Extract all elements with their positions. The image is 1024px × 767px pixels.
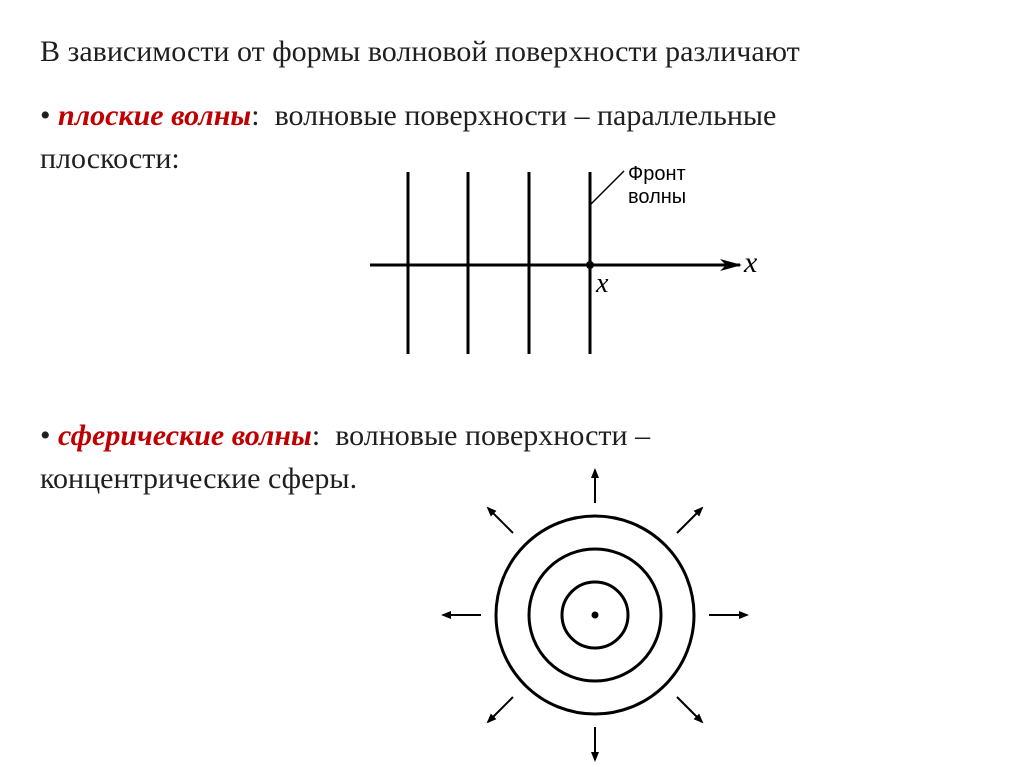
plane-waves-colon: : <box>251 99 260 132</box>
spherical-waves-colon: : <box>311 419 321 452</box>
arrow-down-right <box>677 697 702 722</box>
wave-front-label-line2: волны <box>628 186 687 208</box>
plane-waves-description: волновые поверхности – параллельные <box>274 99 777 132</box>
x-axis-label: x <box>744 246 758 279</box>
arrow-up-left <box>488 508 513 533</box>
bullet-marker: • <box>40 419 51 452</box>
spherical-waves-description: волновые поверхности – <box>335 419 651 452</box>
arrow-up-right <box>677 508 702 533</box>
plane-waves-term: плоские волны <box>58 99 252 132</box>
source-point <box>592 612 599 619</box>
point-x-label: x <box>596 268 609 299</box>
front-label-leader <box>590 171 624 205</box>
arrow-down-left <box>488 697 513 722</box>
spherical-waves-term: сферические волны <box>58 419 312 452</box>
spherical-waves-description-continued: концентрические сферы. <box>40 462 358 495</box>
point-x-marker <box>586 261 594 269</box>
wave-front-label-line1: Фронт <box>628 163 686 185</box>
slide-heading: В зависимости от формы волновой поверхности различают <box>40 35 800 68</box>
plane-waves-description-continued: плоскости: <box>40 142 180 175</box>
bullet-marker: • <box>40 99 51 132</box>
